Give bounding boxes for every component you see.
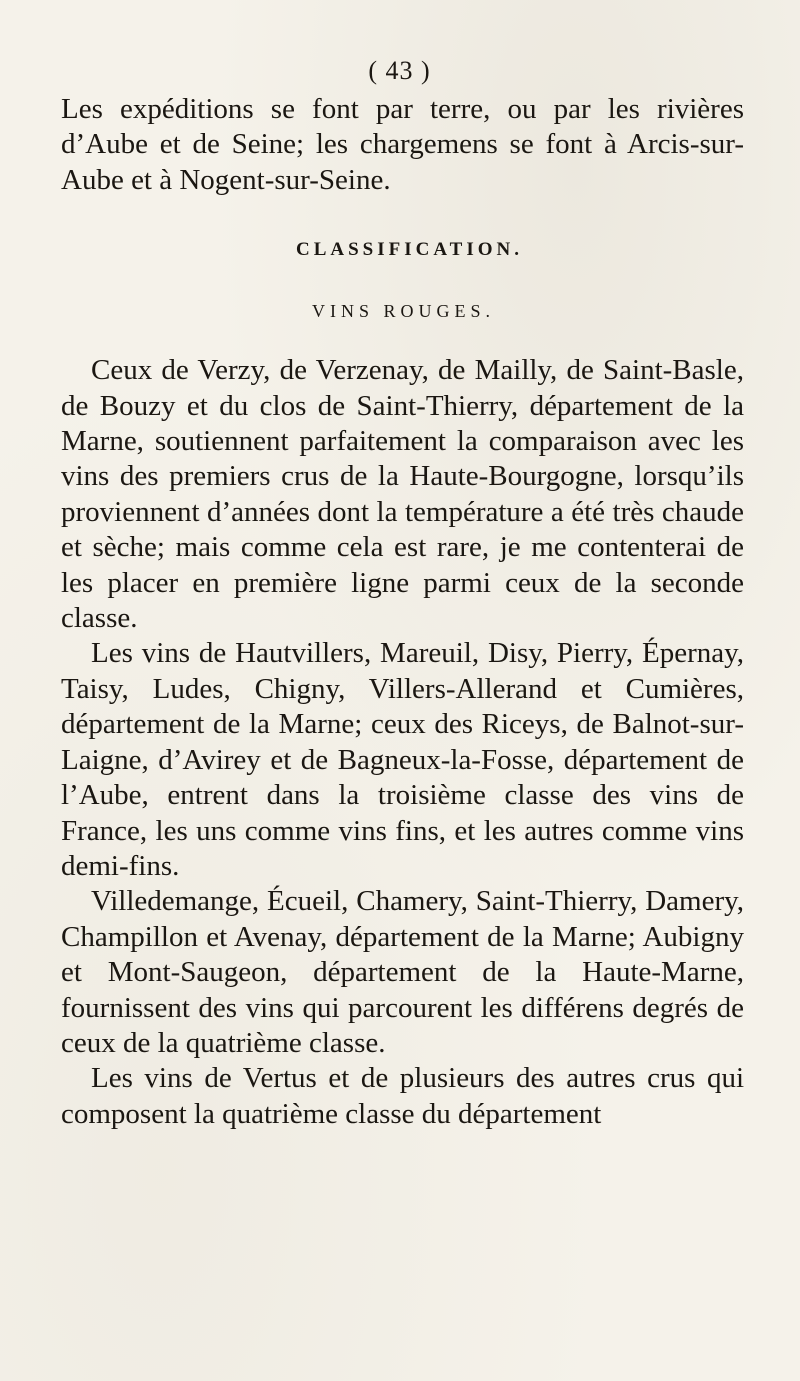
intro-paragraph: Les expéditions se font par terre, ou par les rivières d’Aube et de Seine; les chargemens se font à Arcis-sur-Aube et à Nogent-sur-Seine.: [61, 93, 744, 196]
page-number: ( 43 ): [368, 56, 431, 85]
paragraph-4: Les vins de Vertus et de plusieurs des autres crus qui composent la quatrième classe du département: [61, 1062, 744, 1130]
section-heading-classification: CLASSIFICATION.: [296, 239, 523, 261]
subsection-heading-vins-rouges: VINS ROUGES.: [311, 301, 495, 322]
paragraph-1: Ceux de Verzy, de Verzenay, de Mailly, de Saint-Basle, de Bouzy et du clos de Saint-Thierry, département de la Marne, soutiennent parfaitement la comparaison avec les vins des premiers crus de la Haute-Bourgogne, lorsqu’ils proviennent d’années dont la température a été très chaude et sèche; mais comme cela est rare, je me contenterai de les placer en première ligne parmi ceux de la seconde classe.: [61, 354, 744, 635]
paragraph-2: Les vins de Hautvillers, Mareuil, Disy, Pierry, Épernay, Taisy, Ludes, Chigny, Villers-Allerand et Cumières, département de la Marne; ceux des Riceys, de Balnot-sur-Laigne, d’Avirey et de Bagneux-la-Fosse, département de l’Aube, entrent dans la troisième classe des vins de France, les uns comme vins fins, et les autres comme vins demi-fins.: [61, 637, 744, 882]
paragraph-3: Villedemange, Écueil, Chamery, Saint-Thierry, Damery, Champillon et Avenay, département de la Marne; Aubigny et Mont-Saugeon, département de la Haute-Marne, fournissent des vins qui parcourent les différens degrés de ceux de la quatrième classe.: [61, 885, 744, 1059]
